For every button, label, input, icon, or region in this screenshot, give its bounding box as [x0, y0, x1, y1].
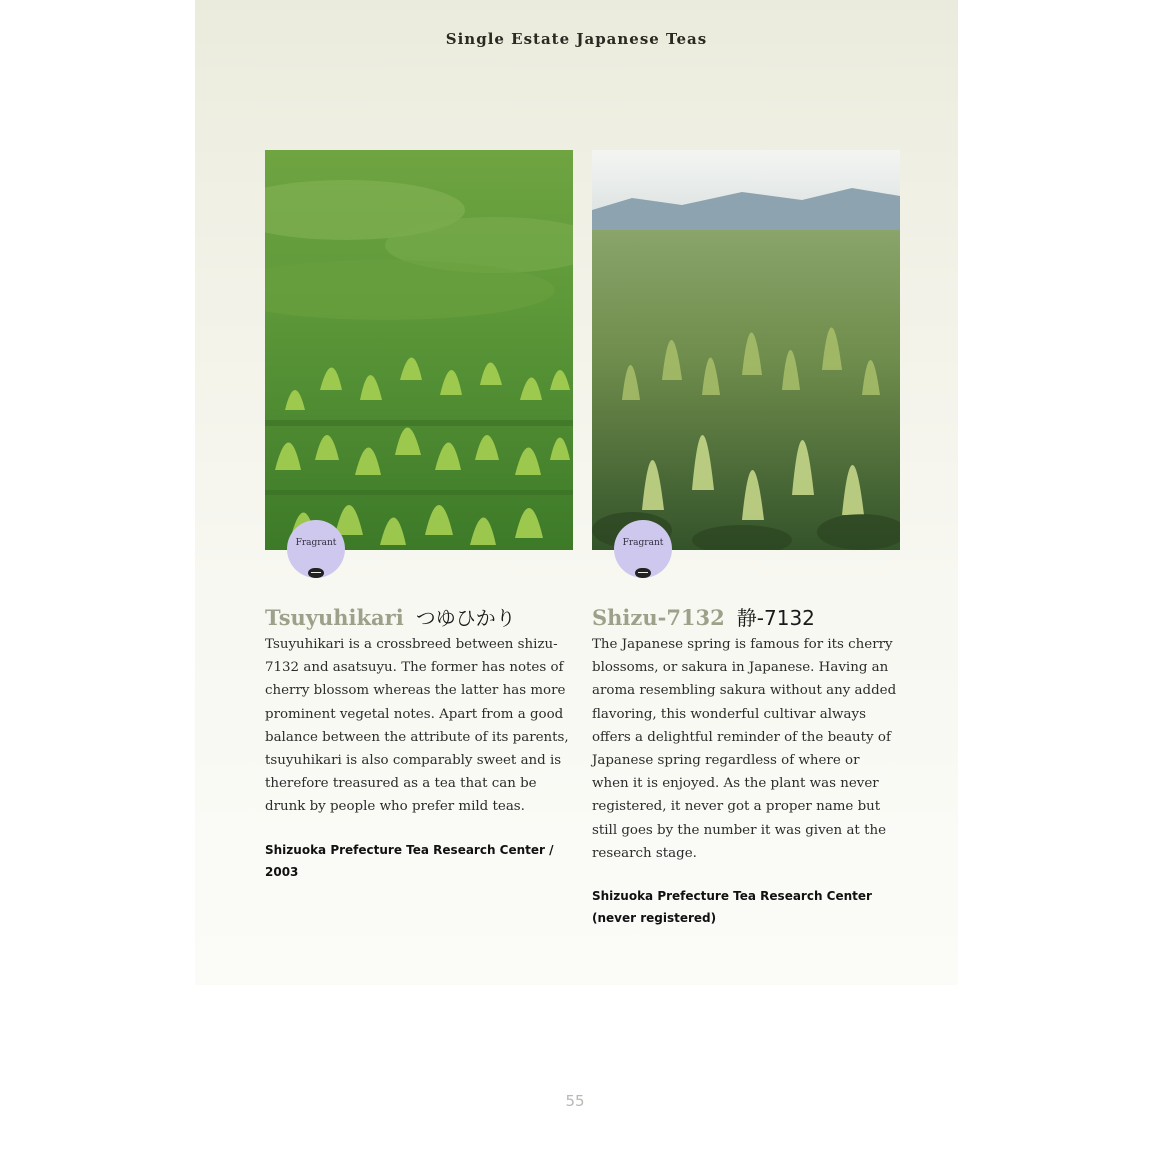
tea-field-mountain-illustration: [592, 150, 900, 550]
tea-entry-shizu-7132: [592, 150, 900, 929]
tea-name-row: [265, 602, 573, 631]
tea-field-illustration: [265, 150, 573, 550]
page-number: 55: [565, 1092, 585, 1110]
teacup-icon: [635, 568, 651, 578]
tea-field-photo: [592, 150, 900, 550]
flavor-badge-label: Fragrant: [622, 538, 664, 548]
tea-description: The Japanese spring is famous for its cherry blossoms, or sakura in Japanese. Having an aroma resembling sakura without any added flavoring, this wonderful cultivar always offers a delightful reminder of the beauty of Japanese spring regardless of where or when it is enjoyed. As the plant was never registered, it never got a proper name but still goes by the number it was given at the research stage.: [592, 637, 897, 861]
tea-name-japanese: 静-7132: [736, 606, 815, 630]
flavor-badge-label: Fragrant: [295, 538, 337, 548]
teacup-icon: [308, 568, 324, 578]
tea-field-photo: [265, 150, 573, 550]
tea-name-japanese: つゆひかり: [415, 606, 516, 630]
tea-name-english: Shizu-7132: [592, 605, 725, 630]
tea-description: Tsuyuhikari is a crossbreed between shizu-7132 and asatsuyu. The former has notes of cherry blossom whereas the latter has more prominent vegetal notes. Apart from a good balance between the attribute of its parents, tsuyuhikari is also comparably sweet and is therefore treasured as a tea that can be drunk by people who prefer mild teas.: [265, 637, 569, 815]
running-header: Single Estate Japanese Teas: [445, 30, 708, 48]
book-page: [195, 0, 958, 985]
tea-name-row: [592, 602, 900, 631]
tea-name-english: Tsuyuhikari: [265, 605, 404, 630]
tea-entry-tsuyuhikari: [265, 150, 573, 883]
tea-credit: Shizuoka Prefecture Tea Research Center (never registered): [592, 889, 872, 926]
tea-credit: Shizuoka Prefecture Tea Research Center / 2003: [265, 842, 554, 879]
